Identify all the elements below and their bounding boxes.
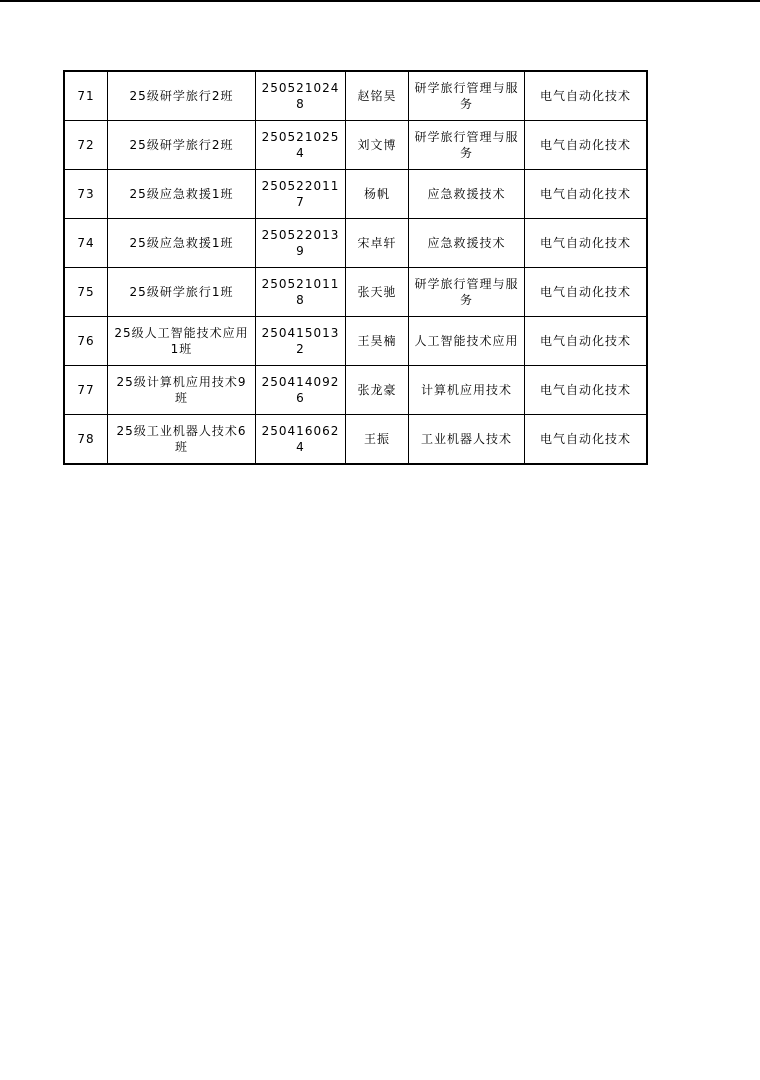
row-number: 71	[64, 71, 108, 121]
table-row	[64, 170, 647, 219]
department: 电气自动化技术	[525, 366, 648, 415]
student-roster-table	[63, 70, 648, 465]
major: 研学旅行管理与服务	[409, 71, 525, 121]
major: 计算机应用技术	[409, 366, 525, 415]
class-name: 25级应急救援1班	[108, 170, 256, 219]
class-name: 25级计算机应用技术9班	[108, 366, 256, 415]
table-row	[64, 268, 647, 317]
major: 人工智能技术应用	[409, 317, 525, 366]
row-number: 76	[64, 317, 108, 366]
major: 研学旅行管理与服务	[409, 121, 525, 170]
student-id: 2505210254	[256, 121, 346, 170]
table-row	[64, 415, 647, 465]
major: 应急救援技术	[409, 170, 525, 219]
page-top-border	[0, 0, 760, 2]
class-name: 25级研学旅行1班	[108, 268, 256, 317]
major: 工业机器人技术	[409, 415, 525, 465]
student-name: 张龙豪	[346, 366, 409, 415]
student-name: 赵铭昊	[346, 71, 409, 121]
department: 电气自动化技术	[525, 71, 648, 121]
table-row	[64, 71, 647, 121]
class-name: 25级应急救援1班	[108, 219, 256, 268]
row-number: 74	[64, 219, 108, 268]
department: 电气自动化技术	[525, 121, 648, 170]
department: 电气自动化技术	[525, 317, 648, 366]
class-name: 25级工业机器人技术6班	[108, 415, 256, 465]
department: 电气自动化技术	[525, 415, 648, 465]
class-name: 25级研学旅行2班	[108, 71, 256, 121]
student-id: 2505210118	[256, 268, 346, 317]
student-name: 王振	[346, 415, 409, 465]
student-id: 2505220139	[256, 219, 346, 268]
department: 电气自动化技术	[525, 170, 648, 219]
student-id: 2504140926	[256, 366, 346, 415]
student-name: 张天驰	[346, 268, 409, 317]
student-id: 2505210248	[256, 71, 346, 121]
row-number: 75	[64, 268, 108, 317]
major: 应急救援技术	[409, 219, 525, 268]
student-name: 王昊楠	[346, 317, 409, 366]
table-row	[64, 317, 647, 366]
student-name: 宋卓轩	[346, 219, 409, 268]
student-id: 2504160624	[256, 415, 346, 465]
row-number: 73	[64, 170, 108, 219]
student-id: 2504150132	[256, 317, 346, 366]
department: 电气自动化技术	[525, 219, 648, 268]
student-name: 杨帆	[346, 170, 409, 219]
major: 研学旅行管理与服务	[409, 268, 525, 317]
row-number: 72	[64, 121, 108, 170]
row-number: 78	[64, 415, 108, 465]
class-name: 25级人工智能技术应用1班	[108, 317, 256, 366]
student-name: 刘文博	[346, 121, 409, 170]
table-row	[64, 366, 647, 415]
department: 电气自动化技术	[525, 268, 648, 317]
table-row	[64, 219, 647, 268]
student-id: 2505220117	[256, 170, 346, 219]
row-number: 77	[64, 366, 108, 415]
table-row	[64, 121, 647, 170]
class-name: 25级研学旅行2班	[108, 121, 256, 170]
